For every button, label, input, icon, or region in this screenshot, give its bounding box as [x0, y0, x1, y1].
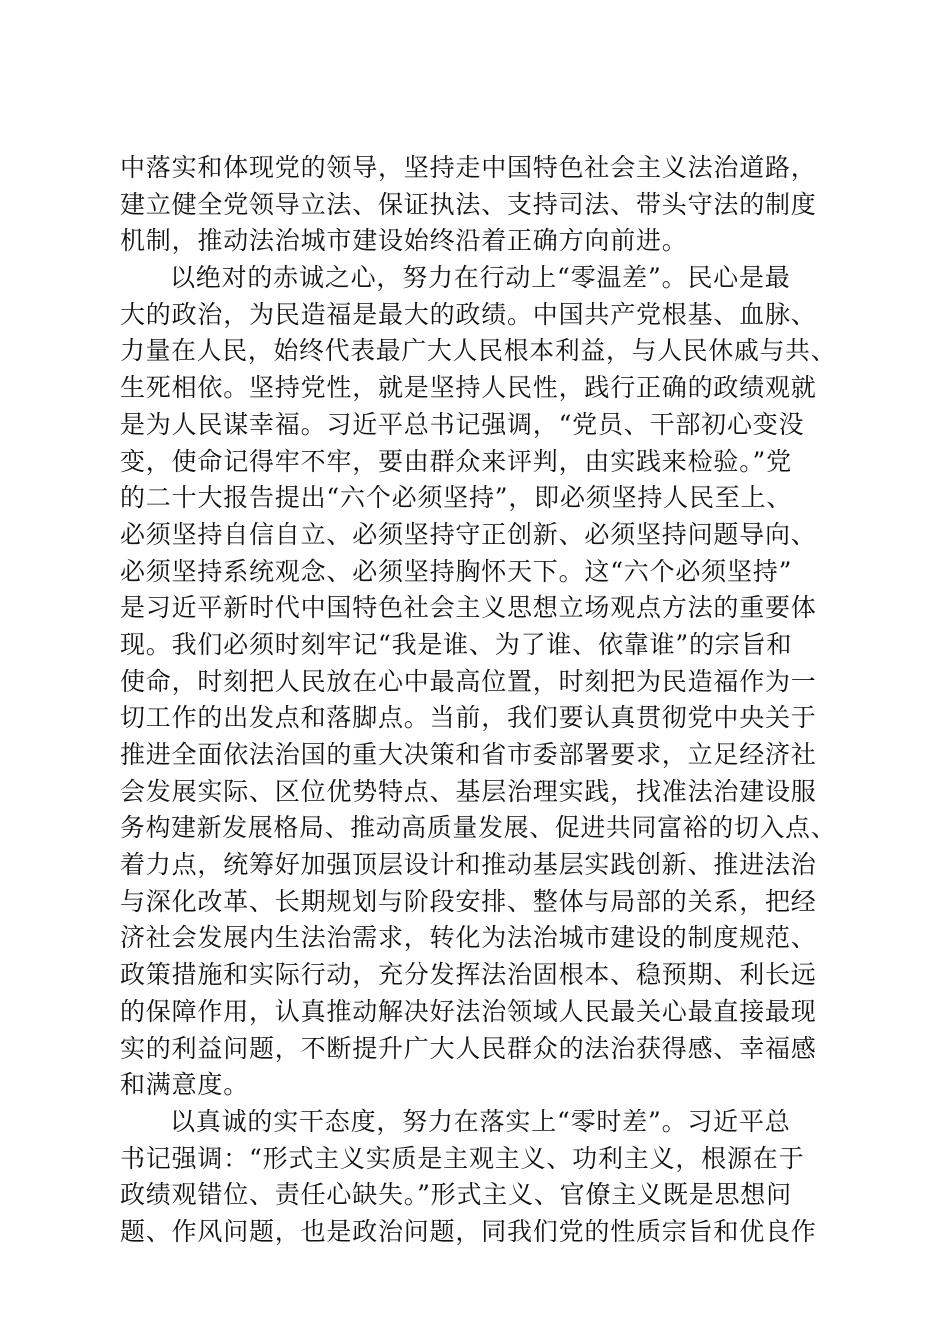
text-line: 力量在人民，始终代表最广大人民根本利益，与人民休戚与共、 [120, 336, 837, 366]
text-line: 济社会发展内生法治需求，转化为法治城市建设的制度规范、 [120, 923, 817, 953]
text-line: 着力点，统筹好加强顶层设计和推动基层实践创新、推进法治 [120, 850, 817, 880]
paragraph-first-line: 以真诚的实干态度，努力在落实上“零时差”。习近平总 [170, 1106, 791, 1136]
text-line: 的二十大报告提出“六个必须坚持”，即必须坚持人民至上、 [120, 483, 793, 513]
text-line: 中落实和体现党的领导，坚持走中国特色社会主义法治道路， [120, 153, 817, 182]
text-line: 建立健全党领导立法、保证执法、支持司法、带头守法的制度 [120, 189, 817, 219]
body-text [120, 150, 836, 1251]
text-line: 政绩观错位、责任心缺失。”形式主义、官僚主义既是思想问 [120, 1180, 792, 1210]
paragraph-first-line: 以绝对的赤诚之心，努力在行动上“零温差”。民心是最 [170, 263, 791, 293]
text-line: 是习近平新时代中国特色社会主义思想立场观点方法的重要体 [120, 593, 817, 623]
text-line: 务构建新发展格局、推动高质量发展、促进共同富裕的切入点、 [120, 813, 837, 843]
text-line: 与深化改革、长期规划与阶段安排、整体与局部的关系，把经 [120, 886, 817, 916]
text-line: 会发展实际、区位优势特点、基层治理实践，找准法治建设服 [120, 776, 817, 806]
text-line: 必须坚持自信自立、必须坚持守正创新、必须坚持问题导向、 [120, 519, 817, 549]
text-line: 切工作的出发点和落脚点。当前，我们要认真贯彻党中央关于 [120, 703, 817, 733]
text-line: 大的政治，为民造福是最大的政绩。中国共产党根基、血脉、 [120, 299, 817, 329]
text-line: 生死相依。坚持党性，就是坚持人民性，践行正确的政绩观就 [120, 373, 817, 403]
text-line: 实的利益问题，不断提升广大人民群众的法治获得感、幸福感 [120, 1033, 817, 1063]
text-line: 必须坚持系统观念、必须坚持胸怀天下。这“六个必须坚持” [120, 556, 793, 586]
text-line: 的保障作用，认真推动解决好法治领域人民最关心最直接最现 [120, 996, 817, 1026]
text-line: 推进全面依法治国的重大决策和省市委部署要求，立足经济社 [120, 740, 817, 769]
text-line: 和满意度。 [120, 1070, 250, 1100]
text-line: 政策措施和实际行动，充分发挥法治固根本、稳预期、利长远 [120, 960, 817, 990]
text-line: 机制，推动法治城市建设始终沿着正确方向前进。 [120, 226, 688, 256]
text-line: 题、作风问题，也是政治问题，同我们党的性质宗旨和优良作 [120, 1216, 817, 1246]
text-line: 变，使命记得牢不牢，要由群众来评判，由实践来检验。”党 [120, 446, 792, 476]
text-line: 现。我们必须时刻牢记“我是谁、为了谁、依靠谁”的宗旨和 [120, 629, 793, 659]
text-line: 是为人民谋幸福。习近平总书记强调，“党员、干部初心变没 [120, 409, 805, 439]
text-line: 使命，时刻把人民放在心中最高位置，时刻把为民造福作为一 [120, 666, 817, 696]
text-line: 书记强调：“形式主义实质是主观主义、功利主义，根源在于 [120, 1143, 805, 1173]
